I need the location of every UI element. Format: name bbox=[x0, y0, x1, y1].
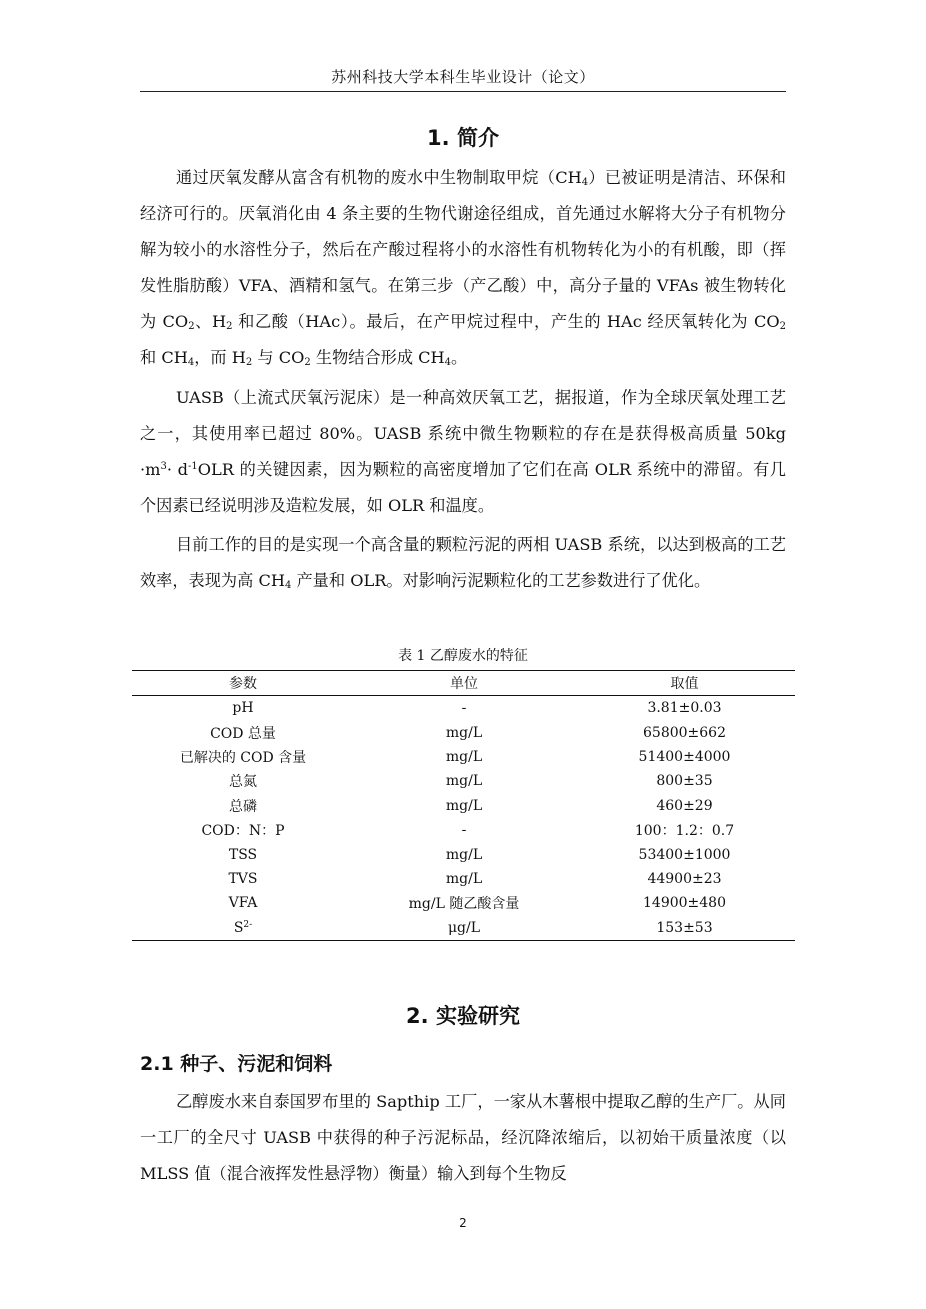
cell-parameter: 已解决的 COD 含量 bbox=[179, 749, 307, 766]
cell-value: 3.81±0.03 bbox=[647, 700, 722, 717]
cell-value: 14900±480 bbox=[643, 895, 726, 912]
cell-value: 44900±23 bbox=[647, 870, 722, 887]
cell-parameter: $S^{2-}$ bbox=[132, 916, 354, 941]
section-2-1-heading: 2.1 种子、污泥和饲料 bbox=[140, 1053, 333, 1075]
header-rule bbox=[140, 91, 786, 92]
table-row bbox=[132, 891, 795, 915]
cell-unit: mg/L bbox=[445, 870, 483, 887]
table-row bbox=[132, 916, 795, 941]
intro-paragraph-3: 目前工作的目的是实现一个高含量的颗粒污泥的两相 UASB 系统，以达到极高的工艺效率，表现为高 $CH_4$ 产量和 OLR。对影响污泥颗粒化的工艺参数进行了优化。 bbox=[140, 535, 786, 591]
table-row bbox=[132, 867, 795, 891]
column-header-unit: 单位 bbox=[354, 671, 574, 696]
section-1-heading: 1. 简介 bbox=[427, 126, 499, 150]
cell-unit: - bbox=[461, 700, 467, 717]
table-header-row bbox=[132, 671, 795, 696]
cell-value: 53400±1000 bbox=[638, 846, 731, 863]
cell-parameter: COD 总量 bbox=[210, 725, 276, 742]
table-row bbox=[132, 842, 795, 866]
table-row bbox=[132, 696, 795, 721]
cell-parameter: VFA bbox=[228, 895, 258, 912]
section-2-heading: 2. 实验研究 bbox=[406, 1004, 520, 1028]
page-number: 2 bbox=[459, 1216, 467, 1230]
intro-paragraph-1: 通过厌氧发酵从富含有机物的废水中生物制取甲烷$(CH_4)$已被证明是清洁、环保和经济可行的。厌氧消化由 4 条主要的生物代谢途径组成，首先通过水解将大分子有机物分解为较小的水溶性分子，然后在产酸过程将小的水溶性有机物转化为小的有机酸，即（挥发性脂肪酸）VFA、酒精和氢气。在第三步（产乙酸）中，高分子量的 VFAs 被生物转化为 $CO_2$、$H_2$ 和乙酸（HAc）。最后，在产甲烷过程中，产生的 HAc 经厌氧转化为 $CO_2$ 和 $CH_4$，而 $H_2$ 与 $CO_2$ 生物结合形成 $CH_4$。 bbox=[140, 168, 786, 368]
cell-value: 51400±4000 bbox=[638, 748, 731, 765]
intro-paragraph-2: UASB（上流式厌氧污泥床）是一种高效厌氧工艺，据报道，作为全球厌氧处理工艺之一，其使用率已超过 80%。UASB 系统中微生物颗粒的存在是获得极高质量 $50kg \cdot m^3\cdot d^{-1}OLR$ 的关键因素，因为颗粒的高密度增加了它们在高 OLR 系统中的滞留。有几个因素已经说明涉及造粒发展，如 OLR 和温度。 bbox=[140, 388, 786, 515]
table-row bbox=[132, 769, 795, 793]
column-header-value: 取值 bbox=[574, 671, 795, 696]
cell-parameter: 总氮 bbox=[229, 774, 257, 791]
section-2-1-paragraph: 乙醇废水来自泰国罗布里的 Sapthip 工厂，一家从木薯根中提取乙醇的生产厂。从同一工厂的全尺寸 UASB 中获得的种子污泥标品，经沉降浓缩后，以初始干质量浓度（以 MLSS 值（混合液挥发性悬浮物）衡量）输入到每个生物反 bbox=[140, 1092, 786, 1183]
cell-value: 65800±662 bbox=[643, 724, 726, 741]
column-header-parameter: 参数 bbox=[132, 671, 354, 696]
cell-unit: mg/L bbox=[445, 797, 483, 814]
cell-value: 800±35 bbox=[656, 773, 713, 790]
table-row bbox=[132, 818, 795, 842]
cell-unit: μg/L bbox=[354, 916, 574, 941]
cell-unit: mg/L bbox=[445, 724, 483, 741]
table-row bbox=[132, 745, 795, 769]
cell-parameter: TSS bbox=[228, 846, 258, 863]
cell-parameter: pH bbox=[232, 700, 254, 717]
cell-unit: mg/L 随乙酸含量 bbox=[408, 896, 520, 913]
table-1-caption: 表 1 乙醇废水的特征 bbox=[398, 648, 528, 664]
page-header: 苏州科技大学本科生毕业设计（论文） bbox=[331, 68, 595, 86]
cell-unit: mg/L bbox=[445, 748, 483, 765]
table-row bbox=[132, 720, 795, 744]
table-row bbox=[132, 794, 795, 818]
cell-parameter: 总磷 bbox=[229, 798, 257, 815]
cell-value: 153±53 bbox=[574, 916, 795, 941]
cell-value: 100：1.2：0.7 bbox=[634, 823, 735, 840]
cell-unit: mg/L bbox=[445, 773, 483, 790]
wastewater-characteristics-table bbox=[132, 670, 795, 941]
cell-parameter: COD：N：P bbox=[201, 823, 285, 840]
cell-value: 460±29 bbox=[656, 797, 713, 814]
cell-parameter: TVS bbox=[228, 870, 258, 887]
cell-unit: mg/L bbox=[445, 846, 483, 863]
cell-unit: - bbox=[461, 822, 467, 839]
